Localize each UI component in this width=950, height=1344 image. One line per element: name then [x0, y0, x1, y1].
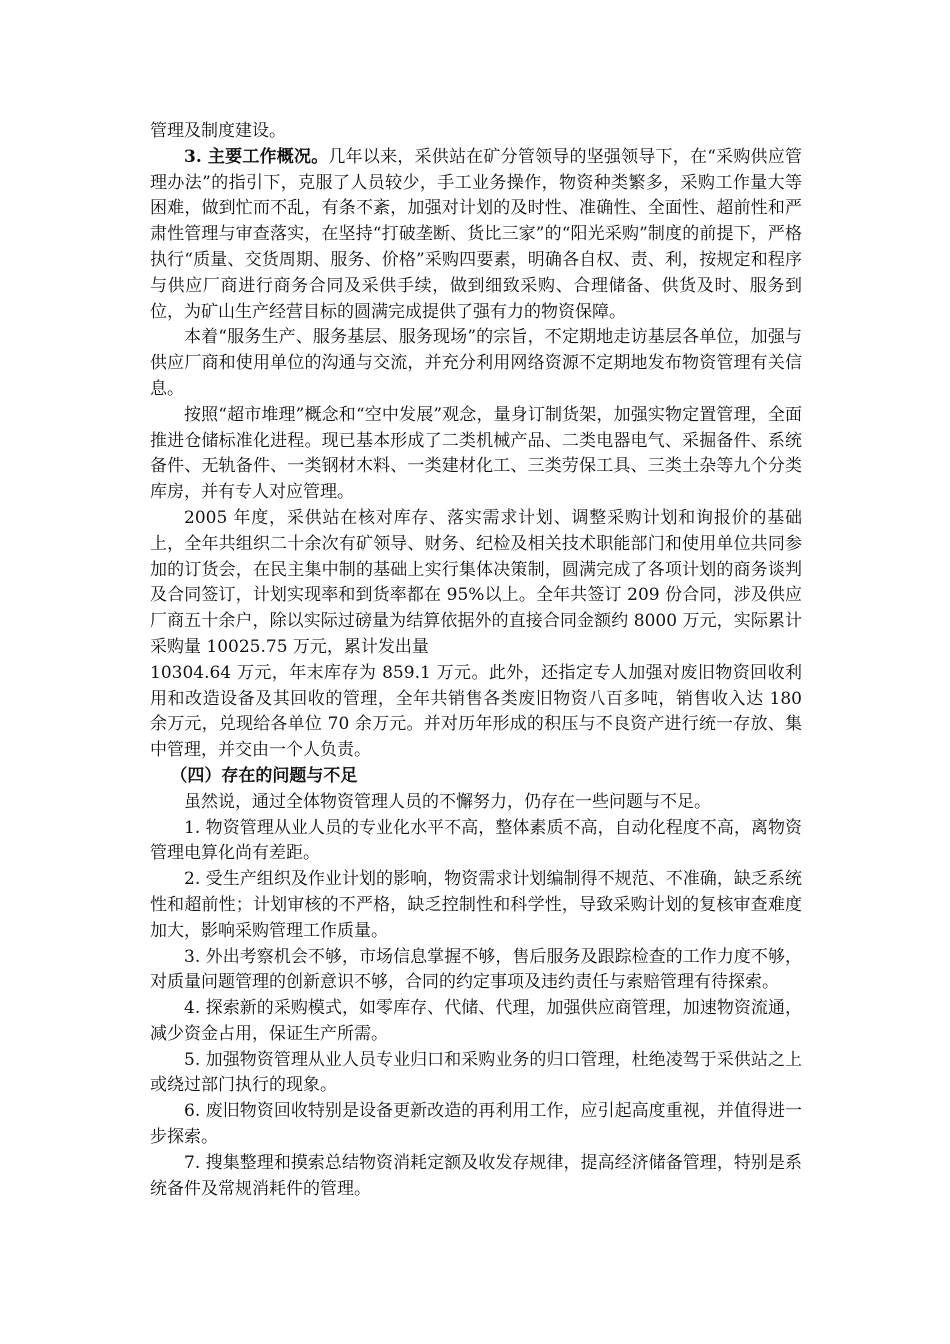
problem-item: 3. 外出考察机会不够，市场信息掌握不够，售后服务及跟踪检查的工作力度不够，对质量问题管理的创新意识不够，合同的约定事项及违约责任与索赔管理有待探索。 [150, 946, 802, 993]
problem-intro: 虽然说，通过全体物资管理人员的不懈努力，仍存在一些问题与不足。 [184, 791, 711, 812]
paragraph-text: 几年以来，采供站在矿分管领导的坚强领导下，在“采购供应管理办法”的指引下，克服了人员较少，手工业务操作，物资种类繁多，采购工作量大等困难，做到忙而不乱，有条不紊，加强对计划的及时性、准确性、全面性、超前性和严肃性管理与审查落实，在坚持“打破垄断、货比三家”的“阳光采购”制度的前提下，严格执行“质量、交货周期、服务、价格”采购四要素，明确各自权、责、利，按规定和程序与供应厂商进行商务合同及采供手续，做到细致采购、合理储备、供货及时、服务到位，为矿山生产经营目标的圆满完成提供了强有力的物资保障。 [150, 146, 802, 322]
paragraph-lead: 3. 主要工作概况。 [184, 146, 329, 167]
problem-item: 4. 探索新的采购模式，如零库存、代储、代理，加强供应商管理，加速物资流通，减少资金占用，保证生产所需。 [150, 998, 802, 1044]
paragraph-2005 [150, 506, 802, 661]
paragraph-warehouse [150, 403, 802, 506]
paragraph-management [150, 119, 802, 145]
paragraph-service [150, 325, 802, 402]
problem-item: 6. 废旧物资回收特别是设备更新改造的再利用工作，应引起高度重视，并值得进一步探索。 [150, 1101, 802, 1148]
paragraph-text: 按照“超市堆理”概念和“空中发展”观念，量身订制货架，加强实物定置管理，全面推进仓储标准化进程。现已基本形成了二类机械产品、二类电器电气、采掘备件、系统备件、无轨备件、一类钢材木料、一类建材化工、三类劳保工具、三类土杂等九个分类库房，并有专人对应管理。 [150, 404, 802, 503]
paragraph-work-overview [150, 145, 802, 326]
paragraph-text: 10304.64 万元，年末库存为 859.1 万元。此外，还指定专人加强对废旧物资回收利用和改造设备及其回收的管理，全年共销售各类废旧物资八百多吨，销售收入达 180 余万元，兑现给各单位 70 余万元。并对历年形成的积压与不良资产进行统一存放、集中管理，并交由一个人负责。 [150, 662, 802, 761]
problem-item: 5. 加强物资管理从业人员专业归口和采购业务的归口管理，杜绝凌驾于采供站之上或绕过部门执行的现象。 [150, 1049, 802, 1096]
problem-item: 1. 物资管理从业人员的专业化水平不高，整体素质不高，自动化程度不高，离物资管理电算化尚有差距。 [150, 817, 802, 864]
paragraph-text: 2005 年度，采供站在核对库存、落实需求计划、调整采购计划和询报价的基础上，全年共组织二十余次有矿领导、财务、纪检及相关技术职能部门和使用单位共同参加的订货会，在民主集中制的基础上实行集体决策制，圆满完成了各项计划的商务谈判及合同签订，计划实现率和到货率都在 95%以上。全年共签订 209 份合同，涉及供应厂商五十余户，除以实际过磅量为结算依据外的直接合同金额约 8000 万元，实际累计采购量 10025.75 万元，累计发出量 [150, 507, 802, 657]
paragraph-text: 本着“服务生产、服务基层、服务现场”的宗旨，不定期地走访基层各单位，加强与供应厂商和使用单位的沟通与交流，并充分利用网络资源不定期地发布物资管理有关信息。 [150, 327, 802, 399]
document-page [150, 119, 802, 1202]
problem-item: 2. 受生产组织及作业计划的影响，物资需求计划编制得不规范、不准确，缺乏系统性和超前性；计划审核的不严格，缺乏控制性和科学性，导致采购计划的复核审查难度加大，影响采购管理工作质量。 [150, 869, 802, 941]
problem-item: 7. 搜集整理和摸索总结物资消耗定额及收发存规律，提高经济储备管理，特别是系统备件及常规消耗件的管理。 [150, 1152, 802, 1199]
section-heading: （四）存在的问题与不足 [170, 765, 358, 786]
paragraph-2005-continued [150, 661, 802, 764]
paragraph-text: 管理及制度建设。 [150, 121, 286, 141]
